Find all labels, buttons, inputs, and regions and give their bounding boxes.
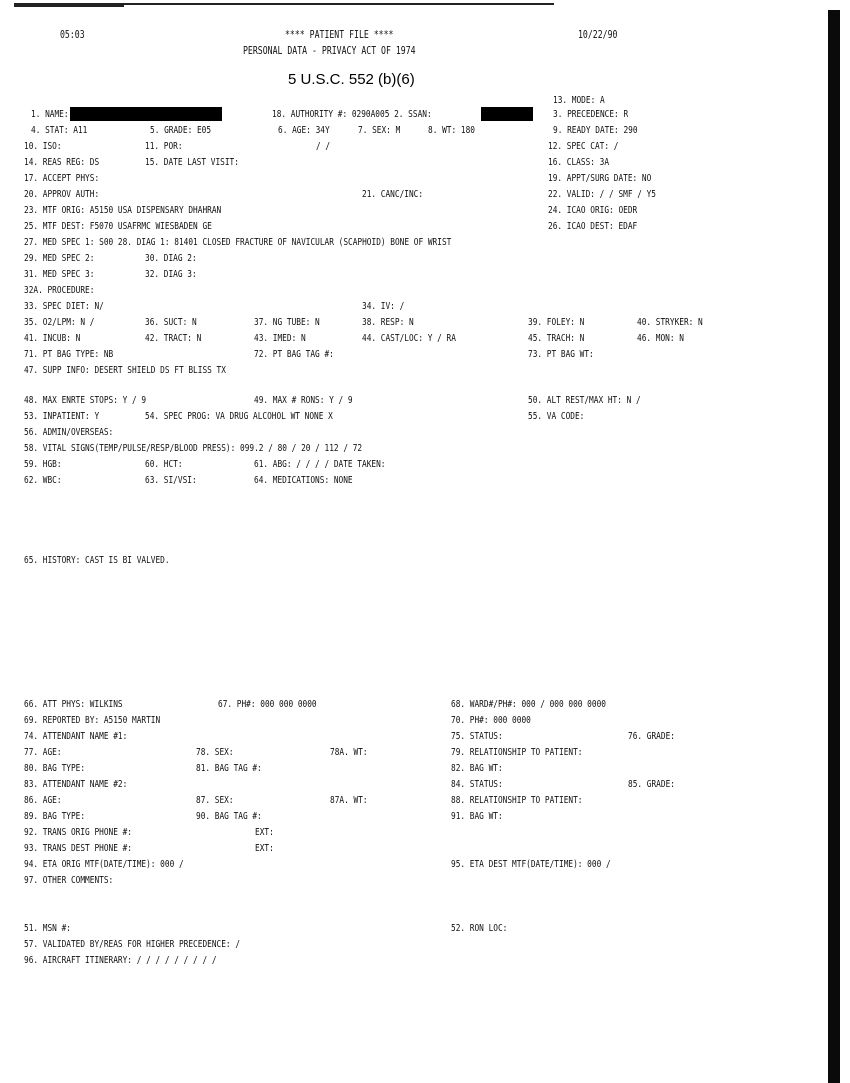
name-redaction: [70, 107, 222, 121]
top-rule-thick: [14, 5, 124, 7]
field-52-ron-loc: 52. RON LOC:: [451, 923, 508, 934]
field-46-mon: 46. MON: N: [637, 333, 684, 344]
field-81-bag-tag: 81. BAG TAG #:: [196, 763, 262, 774]
field-64-medications: 64. MEDICATIONS: NONE: [254, 475, 353, 486]
field-95-eta-dest-mtf: 95. ETA DEST MTF(DATE/TIME): 000 /: [451, 859, 611, 870]
ssan-redaction: [481, 107, 533, 121]
field-44-cast-loc: 44. CAST/LOC: Y / RA: [362, 333, 456, 344]
field-35-o2-lpm: 35. O2/LPM: N /: [24, 317, 95, 328]
field-89-bag-type: 89. BAG TYPE:: [24, 811, 86, 822]
field-73-pt-bag-wt: 73. PT BAG WT:: [528, 349, 594, 360]
field-86-age: 86. AGE:: [24, 795, 62, 806]
header-date: 10/22/90: [578, 29, 618, 41]
field-80-bag-type: 80. BAG TYPE:: [24, 763, 86, 774]
field-11-por: 11. POR:: [145, 141, 183, 152]
field-38-resp: 38. RESP: N: [362, 317, 414, 328]
field-49-max-rons: 49. MAX # RONS: Y / 9: [254, 395, 353, 406]
field-7-sex: 7. SEX: M: [358, 125, 401, 136]
field-67-ph: 67. PH#: 000 000 0000: [218, 699, 317, 710]
field-63-si-vsi: 63. SI/VSI:: [145, 475, 197, 486]
field-47-supp-info: 47. SUPP INFO: DESERT SHIELD DS FT BLISS TX: [24, 365, 226, 376]
field-76-grade: 76. GRADE:: [628, 731, 675, 742]
field-16-class: 16. CLASS: 3A: [548, 157, 610, 168]
foia-exemption-stamp: 5 U.S.C. 552 (b)(6): [288, 71, 415, 88]
field-68-ward-ph: 68. WARD#/PH#: 000 / 000 000 0000: [451, 699, 606, 710]
field-70-ph: 70. PH#: 000 0000: [451, 715, 531, 726]
field-84-status: 84. STATUS:: [451, 779, 503, 790]
field-75-status: 75. STATUS:: [451, 731, 503, 742]
field-56-admin-overseas: 56. ADMIN/OVERSEAS:: [24, 427, 114, 438]
field-93-ext: EXT:: [255, 843, 274, 854]
field-42-tract: 42. TRACT: N: [145, 333, 202, 344]
field-43-imed: 43. IMED: N: [254, 333, 306, 344]
field-94-eta-orig-mtf: 94. ETA ORIG MTF(DATE/TIME): 000 /: [24, 859, 184, 870]
field-57-validated-by: 57. VALIDATED BY/REAS FOR HIGHER PRECEDENCE: /: [24, 939, 241, 950]
field-26-icao-dest: 26. ICAO DEST: EDAF: [548, 221, 638, 232]
field-33-spec-diet: 33. SPEC DIET: N/: [24, 301, 104, 312]
field-92-ext: EXT:: [255, 827, 274, 838]
field-11-por-slashes: / /: [316, 141, 331, 152]
field-8-wt: 8. WT: 180: [428, 125, 475, 136]
field-18-authority-ssan: 18. AUTHORITY #: 0290A005 2. SSAN:: [272, 109, 432, 120]
field-41-incub: 41. INCUB: N: [24, 333, 81, 344]
field-87a-wt: 87A. WT:: [330, 795, 368, 806]
field-54-spec-prog: 54. SPEC PROG: VA DRUG ALCOHOL WT NONE X: [145, 411, 333, 422]
field-82-bag-wt: 82. BAG WT:: [451, 763, 503, 774]
field-21-canc-inc: 21. CANC/INC:: [362, 189, 424, 200]
field-87-sex: 87. SEX:: [196, 795, 234, 806]
field-14-reas-reg: 14. REAS REG: DS: [24, 157, 100, 168]
field-50-alt-rest: 50. ALT REST/MAX HT: N /: [528, 395, 641, 406]
field-15-date-last-visit: 15. DATE LAST VISIT:: [145, 157, 239, 168]
field-74-attendant-name-1: 74. ATTENDANT NAME #1:: [24, 731, 128, 742]
header-title: **** PATIENT FILE ****: [285, 29, 394, 41]
field-78a-wt: 78A. WT:: [330, 747, 368, 758]
field-51-msn: 51. MSN #:: [24, 923, 71, 934]
field-72-pt-bag-tag: 72. PT BAG TAG #:: [254, 349, 334, 360]
field-92-trans-orig-phone: 92. TRANS ORIG PHONE #:: [24, 827, 133, 838]
field-6-age: 6. AGE: 34Y: [278, 125, 330, 136]
field-69-reported-by: 69. REPORTED BY: A5150 MARTIN: [24, 715, 161, 726]
field-53-inpatient: 53. INPATIENT: Y: [24, 411, 100, 422]
field-97-other-comments: 97. OTHER COMMENTS:: [24, 875, 114, 886]
field-3-precedence: 3. PRECEDENCE: R: [553, 109, 629, 120]
field-34-iv: 34. IV: /: [362, 301, 405, 312]
field-36-suct: 36. SUCT: N: [145, 317, 197, 328]
field-58-vital-signs: 58. VITAL SIGNS(TEMP/PULSE/RESP/BLOOD PRESS): 099.2 / 80 / 20 / 112 / 72: [24, 443, 363, 454]
field-32a-procedure: 32A. PROCEDURE:: [24, 285, 95, 296]
field-12-spec-cat: 12. SPEC CAT: /: [548, 141, 619, 152]
field-10-iso: 10. ISO:: [24, 141, 62, 152]
field-55-va-code: 55. VA CODE:: [528, 411, 585, 422]
field-30-diag-2: 30. DIAG 2:: [145, 253, 197, 264]
field-32-diag-3: 32. DIAG 3:: [145, 269, 197, 280]
field-83-attendant-name-2: 83. ATTENDANT NAME #2:: [24, 779, 128, 790]
field-93-trans-dest-phone: 93. TRANS DEST PHONE #:: [24, 843, 133, 854]
field-62-wbc: 62. WBC:: [24, 475, 62, 486]
field-9-ready-date: 9. READY DATE: 290: [553, 125, 638, 136]
field-31-med-spec-3: 31. MED SPEC 3:: [24, 269, 95, 280]
field-40-stryker: 40. STRYKER: N: [637, 317, 703, 328]
field-5-grade: 5. GRADE: E05: [150, 125, 212, 136]
field-65-history: 65. HISTORY: CAST IS BI VALVED.: [24, 555, 170, 566]
header-privacy: PERSONAL DATA - PRIVACY ACT OF 1974: [243, 45, 416, 57]
field-78-sex: 78. SEX:: [196, 747, 234, 758]
field-37-ng-tube: 37. NG TUBE: N: [254, 317, 320, 328]
field-23-mtf-orig: 23. MTF ORIG: A5150 USA DISPENSARY DHAHRAN: [24, 205, 222, 216]
field-25-mtf-dest: 25. MTF DEST: F5070 USAFRMC WIESBADEN GE: [24, 221, 212, 232]
field-27-med-spec-diag: 27. MED SPEC 1: S00 28. DIAG 1: 81401 CLOSED FRACTURE OF NAVICULAR (SCAPHOID) BONE OF WRIST: [24, 237, 452, 248]
field-91-bag-wt: 91. BAG WT:: [451, 811, 503, 822]
field-20-approv-auth: 20. APPROV AUTH:: [24, 189, 100, 200]
field-77-age: 77. AGE:: [24, 747, 62, 758]
field-1-name: 1. NAME:: [31, 109, 69, 120]
field-79-relationship: 79. RELATIONSHIP TO PATIENT:: [451, 747, 583, 758]
field-13-mode: 13. MODE: A: [553, 95, 605, 106]
field-60-hct: 60. HCT:: [145, 459, 183, 470]
field-17-accept-phys: 17. ACCEPT PHYS:: [24, 173, 100, 184]
field-4-stat: 4. STAT: A11: [31, 125, 88, 136]
field-29-med-spec-2: 29. MED SPEC 2:: [24, 253, 95, 264]
field-45-trach: 45. TRACH: N: [528, 333, 585, 344]
field-59-hgb: 59. HGB:: [24, 459, 62, 470]
field-90-bag-tag: 90. BAG TAG #:: [196, 811, 262, 822]
header-time: 05:03: [60, 29, 85, 41]
scan-edge-bar: [828, 10, 840, 1083]
field-71-pt-bag-type: 71. PT BAG TYPE: NB: [24, 349, 114, 360]
field-39-foley: 39. FOLEY: N: [528, 317, 585, 328]
field-48-max-enrte-stops: 48. MAX ENRTE STOPS: Y / 9: [24, 395, 147, 406]
field-96-aircraft-itinerary: 96. AIRCRAFT ITINERARY: / / / / / / / / /: [24, 955, 217, 966]
field-22-valid: 22. VALID: / / SMF / Y5: [548, 189, 657, 200]
field-88-relationship: 88. RELATIONSHIP TO PATIENT:: [451, 795, 583, 806]
field-61-abg: 61. ABG: / / / / DATE TAKEN:: [254, 459, 386, 470]
field-66-att-phys: 66. ATT PHYS: WILKINS: [24, 699, 123, 710]
field-85-grade: 85. GRADE:: [628, 779, 675, 790]
field-24-icao-orig: 24. ICAO ORIG: OEDR: [548, 205, 638, 216]
field-19-appt-surg-date: 19. APPT/SURG DATE: NO: [548, 173, 652, 184]
